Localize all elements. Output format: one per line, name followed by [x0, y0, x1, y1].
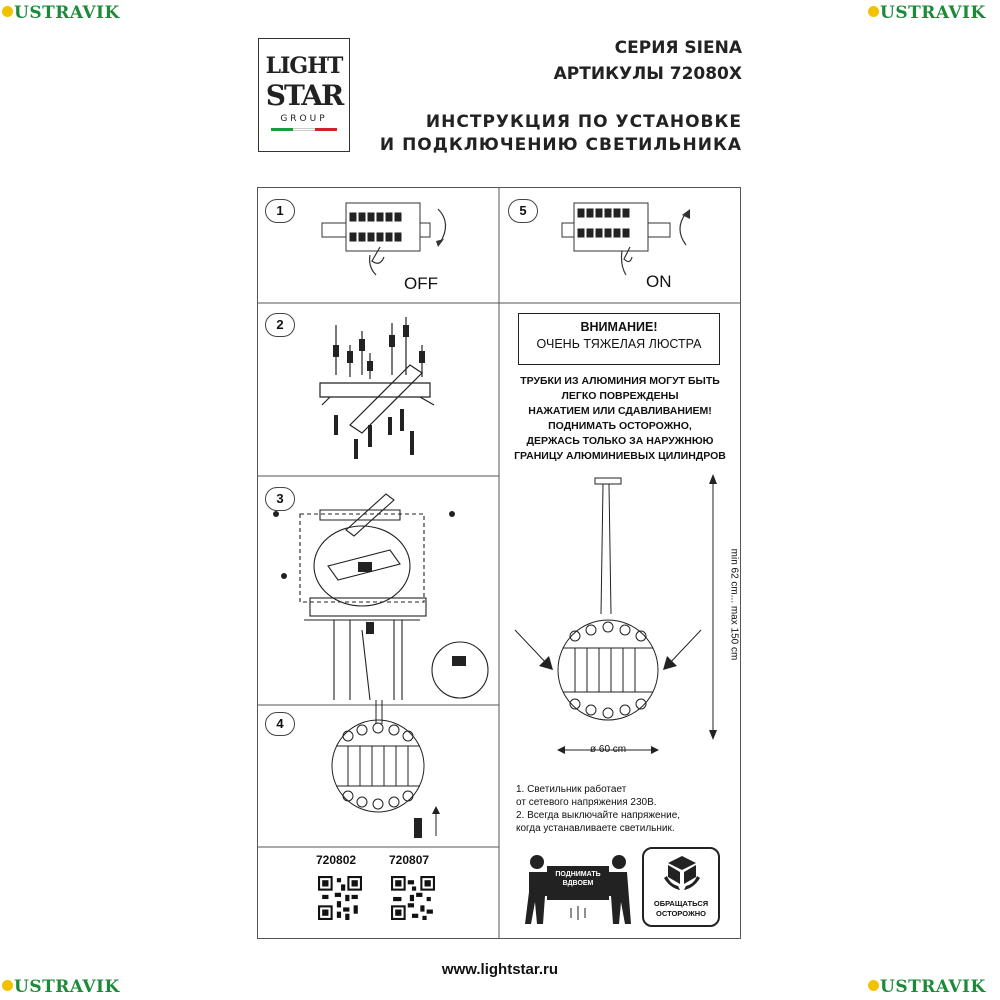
handle-with-care-text — [644, 899, 718, 919]
lift-line-2: ВДВОЕМ — [562, 880, 594, 887]
mounting-bracket-screws-illustration — [310, 305, 460, 470]
installation-notes — [516, 783, 680, 835]
instruction-title-line2: И ПОДКЛЮЧЕНИЮ СВЕТИЛЬНИКА — [379, 135, 742, 155]
switch-off-label: OFF — [404, 274, 438, 293]
watermark-bottom-right: USTRAVIK — [868, 977, 986, 997]
articles-title: АРТИКУЛЫ 72080X — [553, 64, 742, 84]
diameter-dimension-label: ø 60 cm — [590, 744, 627, 755]
fragile-box-icon — [662, 854, 702, 892]
article-number-2: 720807 — [389, 853, 430, 867]
watermark-top-right: USTRAVIK — [868, 3, 986, 23]
logo-line-star: STAR — [265, 79, 343, 112]
note-line: от сетевого напряжения 230В. — [516, 797, 657, 808]
watermark-bottom-left: USTRAVIK — [2, 977, 120, 997]
step-1-badge: 1 — [265, 199, 295, 223]
step-5-badge: 5 — [508, 199, 538, 223]
series-title: СЕРИЯ SIENA — [614, 38, 742, 58]
chandelier-dimensions-illustration — [505, 470, 735, 770]
warning-line: ПОДНИМАТЬ ОСТОРОЖНО, — [548, 420, 692, 432]
website-link[interactable]: www.lightstar.ru — [441, 961, 559, 978]
qr-code-icon[interactable] — [391, 876, 435, 920]
watermark-top-left: USTRAVIK — [2, 3, 120, 23]
handle-with-care-icon — [642, 847, 720, 927]
careful-line-2: ОСТОРОЖНО — [656, 909, 706, 918]
lift-line-1: ПОДНИМАТЬ — [555, 871, 601, 878]
canopy-installation-illustration — [270, 480, 492, 702]
warning-text — [500, 374, 740, 464]
article-number-1: 720802 — [316, 853, 357, 867]
warning-line: ГРАНИЦУ АЛЮМИНИЕВЫХ ЦИЛИНДРОВ — [514, 450, 726, 462]
breaker-panel-on-illustration — [560, 195, 710, 285]
logo-line-group: GROUP — [280, 114, 328, 124]
warning-line: ТРУБКИ ИЗ АЛЮМИНИЯ МОГУТ БЫТЬ — [520, 375, 720, 387]
lift-by-two-icon — [523, 852, 633, 928]
step-4-badge: 4 — [265, 712, 295, 736]
step-3-badge: 3 — [265, 487, 295, 511]
careful-line-1: ОБРАЩАТЬСЯ — [653, 899, 709, 908]
warning-box — [518, 313, 720, 365]
chandelier-assembly-illustration — [326, 700, 446, 845]
breaker-panel-off-illustration — [310, 195, 460, 285]
warning-line: ДЕРЖАСЬ ТОЛЬКО ЗА НАРУЖНЮЮ — [526, 435, 714, 447]
height-dimension-label: min 62 cm... max 150 cm — [728, 548, 740, 661]
step-2-badge: 2 — [265, 313, 295, 337]
warning-title: ВНИМАНИЕ! — [580, 320, 658, 334]
logo-line-light: LIGHT — [265, 53, 343, 79]
warning-subtitle: ОЧЕНЬ ТЯЖЕЛАЯ ЛЮСТРА — [536, 337, 702, 351]
instruction-title-line1: ИНСТРУКЦИЯ ПО УСТАНОВКЕ — [425, 112, 742, 132]
lift-by-two-text — [547, 870, 609, 888]
note-line: 1. Светильник работает — [516, 784, 627, 795]
warning-line: ЛЕГКО ПОВРЕЖДЕНЫ — [561, 390, 679, 402]
warning-line: НАЖАТИЕМ ИЛИ СДАВЛИВАНИЕМ! — [528, 405, 712, 417]
note-line: 2. Всегда выключайте напряжение, — [516, 810, 681, 821]
qr-code-icon[interactable] — [318, 876, 362, 920]
note-line: когда устанавливаете светильник. — [516, 823, 675, 834]
switch-on-label: ON — [646, 272, 672, 291]
